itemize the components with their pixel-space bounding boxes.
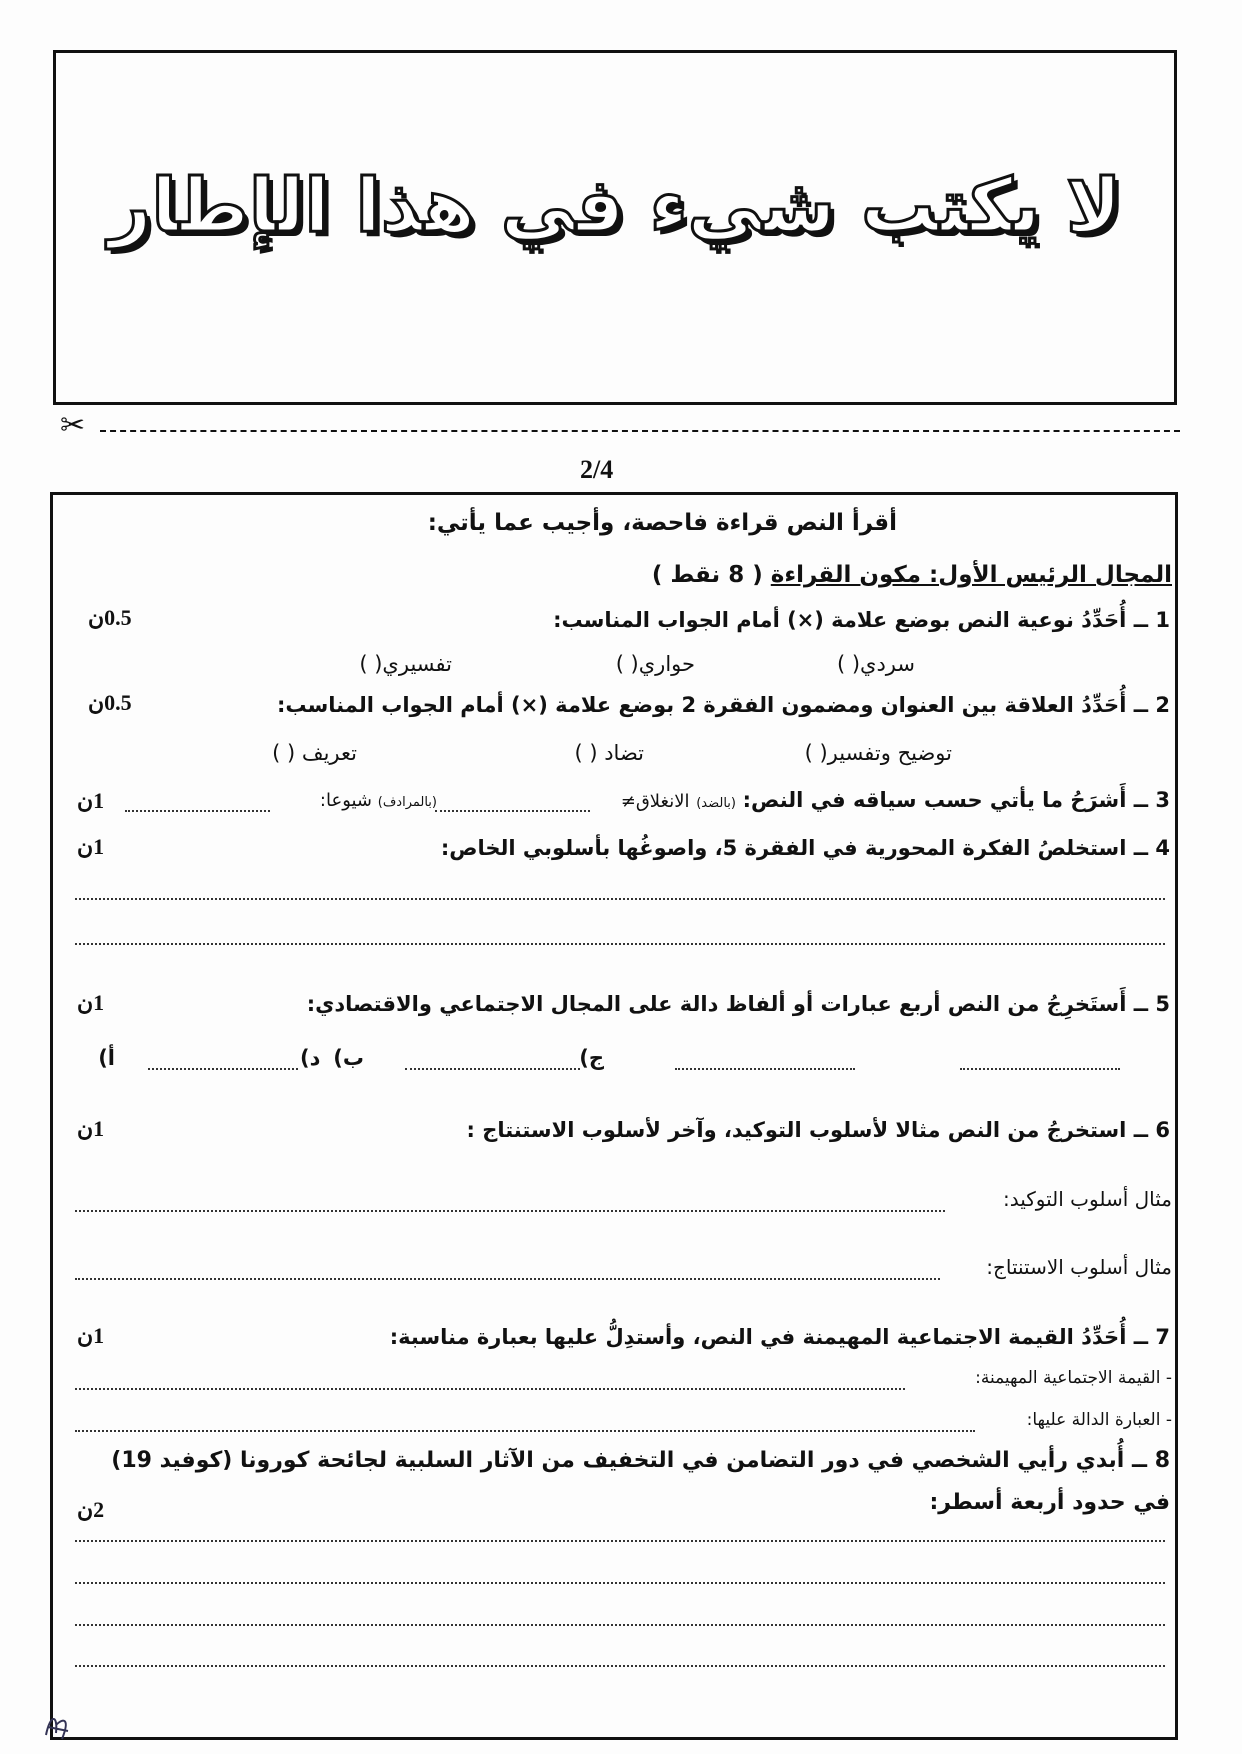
q3-hint-antonym: (بالضد) [696, 796, 736, 811]
no-write-frame [53, 50, 1177, 405]
exam-frame [50, 492, 1178, 1740]
q8-answer-line-1[interactable] [75, 1540, 1165, 1542]
section-title: المجال الرئيس الأول: مكون القراءة [770, 562, 1172, 588]
q3-word-1: الانغلاق≠ [620, 791, 690, 812]
q7-value-answer[interactable] [75, 1388, 905, 1390]
q8-answer-line-3[interactable] [75, 1624, 1165, 1626]
q6-conclusion-label: مثال أسلوب الاستنتاج: [986, 1255, 1172, 1279]
question-6: 6 ــ استخرجُ من النص مثالا لأسلوب التوكيد، وآخر لأسلوب الاستنتاج : [466, 1118, 1170, 1142]
q7-phrase-label: - العبارة الدالة عليها: [1026, 1410, 1172, 1430]
question-1: 1 ــ أُحَدِّدُ نوعية النص بوضع علامة (×) أمام الجواب المناسب: [553, 608, 1170, 632]
scissors-icon: ✂ [60, 408, 86, 443]
q5-answer-b[interactable] [675, 1068, 855, 1070]
q8-points: 2ن [77, 1497, 105, 1522]
q5-answer-c[interactable] [405, 1068, 580, 1070]
section-points: ( 8 نقط ) [651, 562, 763, 588]
q3-answer-2[interactable] [125, 810, 270, 812]
page-number: 2/4 [580, 455, 614, 484]
q3-line-2 [320, 790, 437, 811]
q7-points: 1ن [77, 1323, 105, 1348]
q5-label-c: ج) [579, 1046, 604, 1070]
q5-label-a: أ) [98, 1046, 115, 1070]
question-5: 5 ــ أَستَخرِجُ من النص أربع عبارات أو ألفاظ دالة على المجال الاجتماعي والاقتصادي: [306, 992, 1170, 1016]
q2-option-contrast[interactable]: تضاد ( ) [574, 741, 644, 765]
q6-emphasis-answer[interactable] [75, 1210, 945, 1212]
q5-answer-d[interactable] [148, 1068, 298, 1070]
q3-word-2: شيوعا: [319, 790, 373, 811]
q1-option-narrative[interactable]: سردي( ) [836, 652, 915, 676]
q5-points: 1ن [77, 990, 105, 1015]
q5-answer-a[interactable] [960, 1068, 1120, 1070]
instruction: أقرأ النص قراءة فاحصة، وأجيب عما يأتي: [427, 510, 897, 536]
q3-hint-synonym: (بالمرادف) [377, 795, 437, 810]
q1-option-dialogue[interactable]: حواري( ) [615, 652, 695, 676]
dashed-cut-line [100, 430, 1180, 432]
q6-points: 1ن [77, 1116, 105, 1141]
q7-phrase-answer[interactable] [75, 1430, 975, 1432]
q4-answer-line-1[interactable] [75, 898, 1165, 900]
q5-label-b: ب) [333, 1046, 364, 1070]
q5-label-d: د) [300, 1046, 321, 1070]
q2-option-clarification[interactable]: توضيح وتفسير( ) [804, 741, 952, 765]
q2-points: 0.5ن [88, 690, 132, 715]
question-3: 3 ــ أَشرَحُ ما يأتي حسب سياقه في النص: [742, 788, 1170, 812]
q8-answer-line-2[interactable] [75, 1582, 1165, 1584]
q1-points: 0.5ن [88, 605, 132, 630]
question-7: 7 ــ أُحَدِّدُ القيمة الاجتماعية المهيمنة في النص، وأستدِلُّ عليها بعبارة مناسبة: [389, 1325, 1170, 1349]
cut-line [60, 408, 1180, 443]
q6-conclusion-answer[interactable] [75, 1278, 940, 1280]
section-heading [652, 562, 1172, 588]
question-4: 4 ــ استخلصُ الفكرة المحورية في الفقرة 5، واصوغُها بأسلوبي الخاص: [440, 836, 1170, 860]
question-8: 8 ــ أُبدي رأيي الشخصي في دور التضامن في التخفيف من الآثار السلبية لجائحة كورونا (كوفيد 19) [111, 1448, 1170, 1473]
q3-points: 1ن [77, 788, 105, 813]
q2-option-definition[interactable]: تعريف ( ) [272, 741, 357, 765]
q4-answer-line-2[interactable] [75, 943, 1165, 945]
question-8-continuation: في حدود أربعة أسطر: [929, 1490, 1170, 1515]
no-write-banner: لا يكتب شيء في هذا الإطار [108, 163, 1122, 249]
question-2: 2 ــ أُحَدِّدُ العلاقة بين العنوان ومضمون الفقرة 2 بوضع علامة (×) أمام الجواب المناسب: [277, 693, 1170, 717]
question-3-line [621, 788, 1170, 812]
q3-answer-1[interactable] [435, 810, 590, 812]
q1-option-explanatory[interactable]: تفسيري( ) [359, 652, 452, 676]
q6-emphasis-label: مثال أسلوب التوكيد: [1003, 1187, 1172, 1211]
initials-scribble [38, 1705, 78, 1745]
q7-value-label: - القيمة الاجتماعية المهيمنة: [975, 1368, 1172, 1388]
q4-points: 1ن [77, 834, 105, 859]
q8-answer-line-4[interactable] [75, 1665, 1165, 1667]
